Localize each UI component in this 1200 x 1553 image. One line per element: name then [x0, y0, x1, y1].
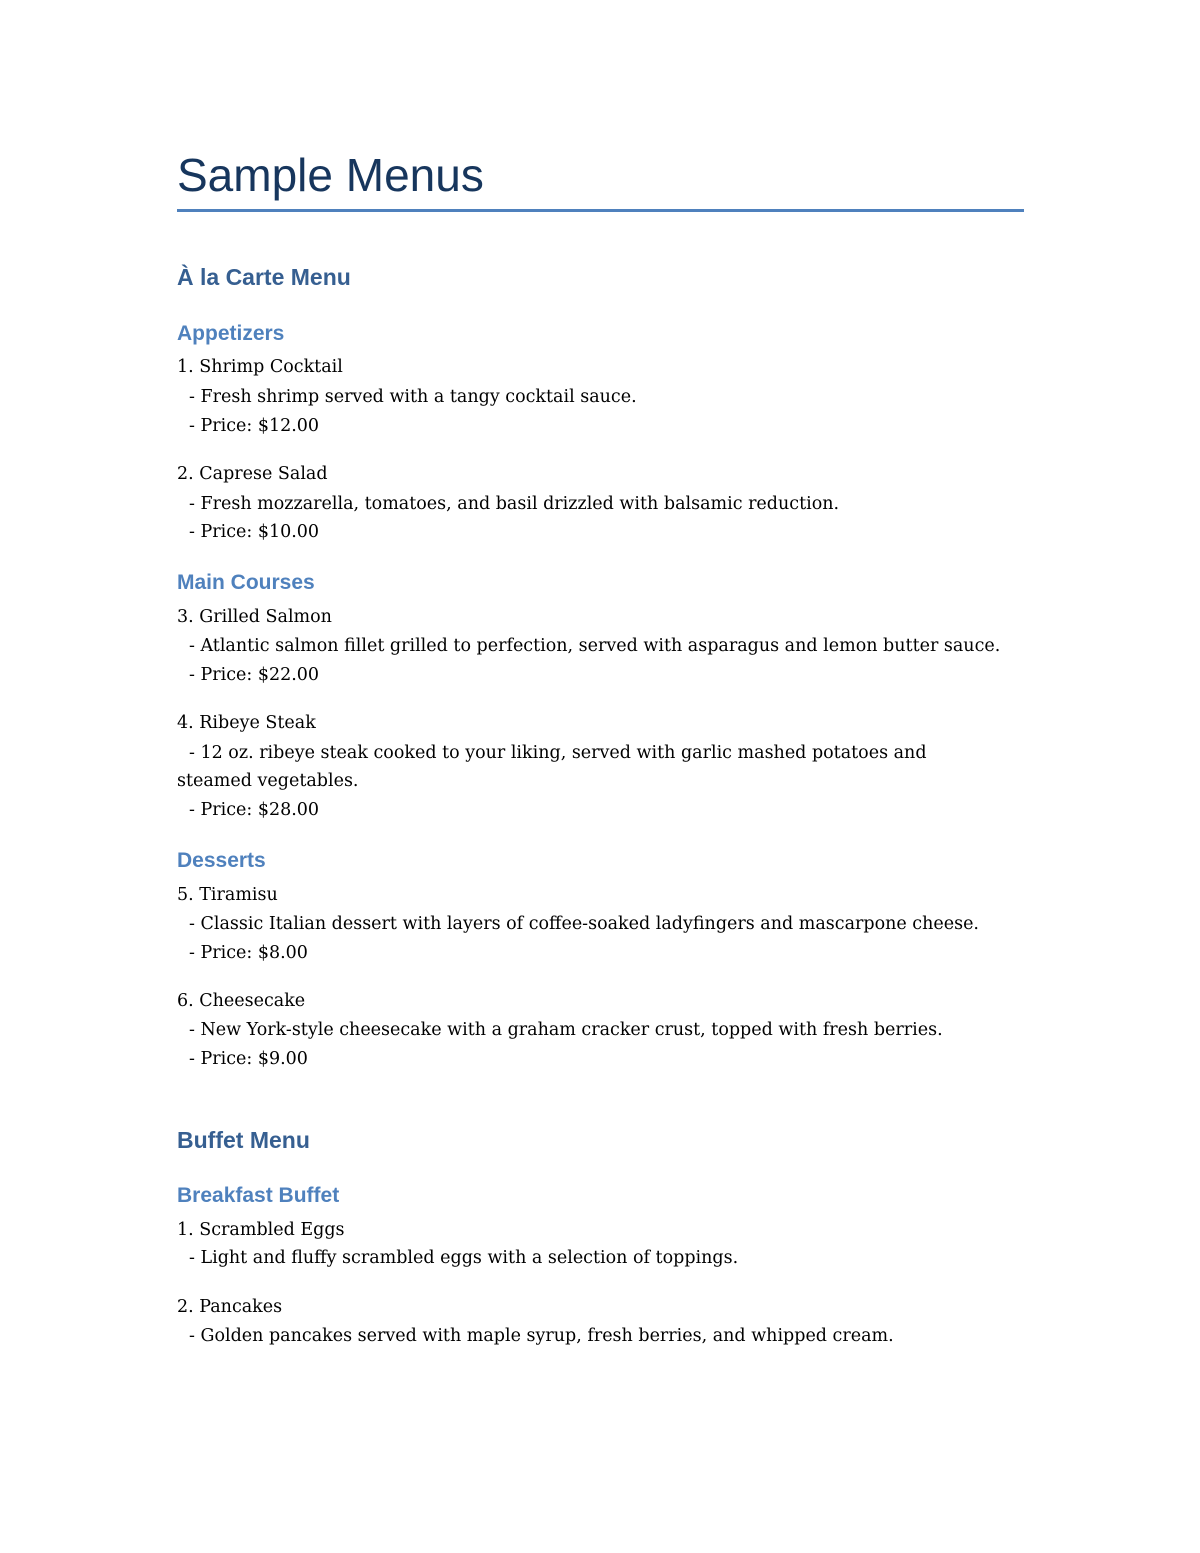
menu-item-name: 3. Grilled Salmon [177, 607, 332, 627]
menu-item-description: - Atlantic salmon fillet grilled to perfection, served with asparagus and lemon butter sauce. [189, 636, 1001, 656]
title-underline [177, 209, 1024, 212]
menu-item-name: 2. Caprese Salad [177, 464, 328, 484]
menu-item-price: - Price: $22.00 [189, 665, 320, 685]
menu-item-price: - Price: $28.00 [189, 800, 320, 820]
menu-item-price: - Price: $9.00 [189, 1049, 308, 1069]
menu-item-name: 1. Scrambled Eggs [177, 1220, 345, 1240]
menu-item-description: - Classic Italian dessert with layers of coffee-soaked ladyfingers and mascarpone cheese. [189, 914, 979, 934]
group-heading-breakfast-buffet: Breakfast Buffet [177, 1184, 340, 1207]
menu-item-price: - Price: $12.00 [189, 416, 320, 436]
menu-item-name: 6. Cheesecake [177, 991, 306, 1011]
menu-item-price: - Price: $10.00 [189, 522, 320, 542]
menu-item-description-continued: steamed vegetables. [177, 771, 359, 791]
section-heading-buffet: Buffet Menu [177, 1127, 310, 1153]
menu-item-name: 2. Pancakes [177, 1297, 283, 1317]
menu-item-price: - Price: $8.00 [189, 943, 308, 963]
menu-item-description: - Light and fluffy scrambled eggs with a selection of toppings. [189, 1248, 739, 1268]
menu-item-name: 5. Tiramisu [177, 885, 278, 905]
document-title: Sample Menus [177, 149, 484, 201]
menu-item-description: - Fresh mozzarella, tomatoes, and basil drizzled with balsamic reduction. [189, 494, 840, 514]
group-heading-desserts: Desserts [177, 849, 266, 872]
section-heading-a-la-carte: À la Carte Menu [177, 264, 351, 290]
menu-item-description: - 12 oz. ribeye steak cooked to your liking, served with garlic mashed potatoes and [189, 743, 927, 763]
menu-item-description: - Fresh shrimp served with a tangy cocktail sauce. [189, 387, 637, 407]
menu-item-name: 1. Shrimp Cocktail [177, 357, 343, 377]
group-heading-appetizers: Appetizers [177, 322, 285, 345]
menu-item-description: - New York-style cheesecake with a graham cracker crust, topped with fresh berries. [189, 1020, 943, 1040]
menu-item-name: 4. Ribeye Steak [177, 713, 316, 733]
menu-item-description: - Golden pancakes served with maple syrup, fresh berries, and whipped cream. [189, 1326, 894, 1346]
group-heading-main-courses: Main Courses [177, 571, 315, 594]
